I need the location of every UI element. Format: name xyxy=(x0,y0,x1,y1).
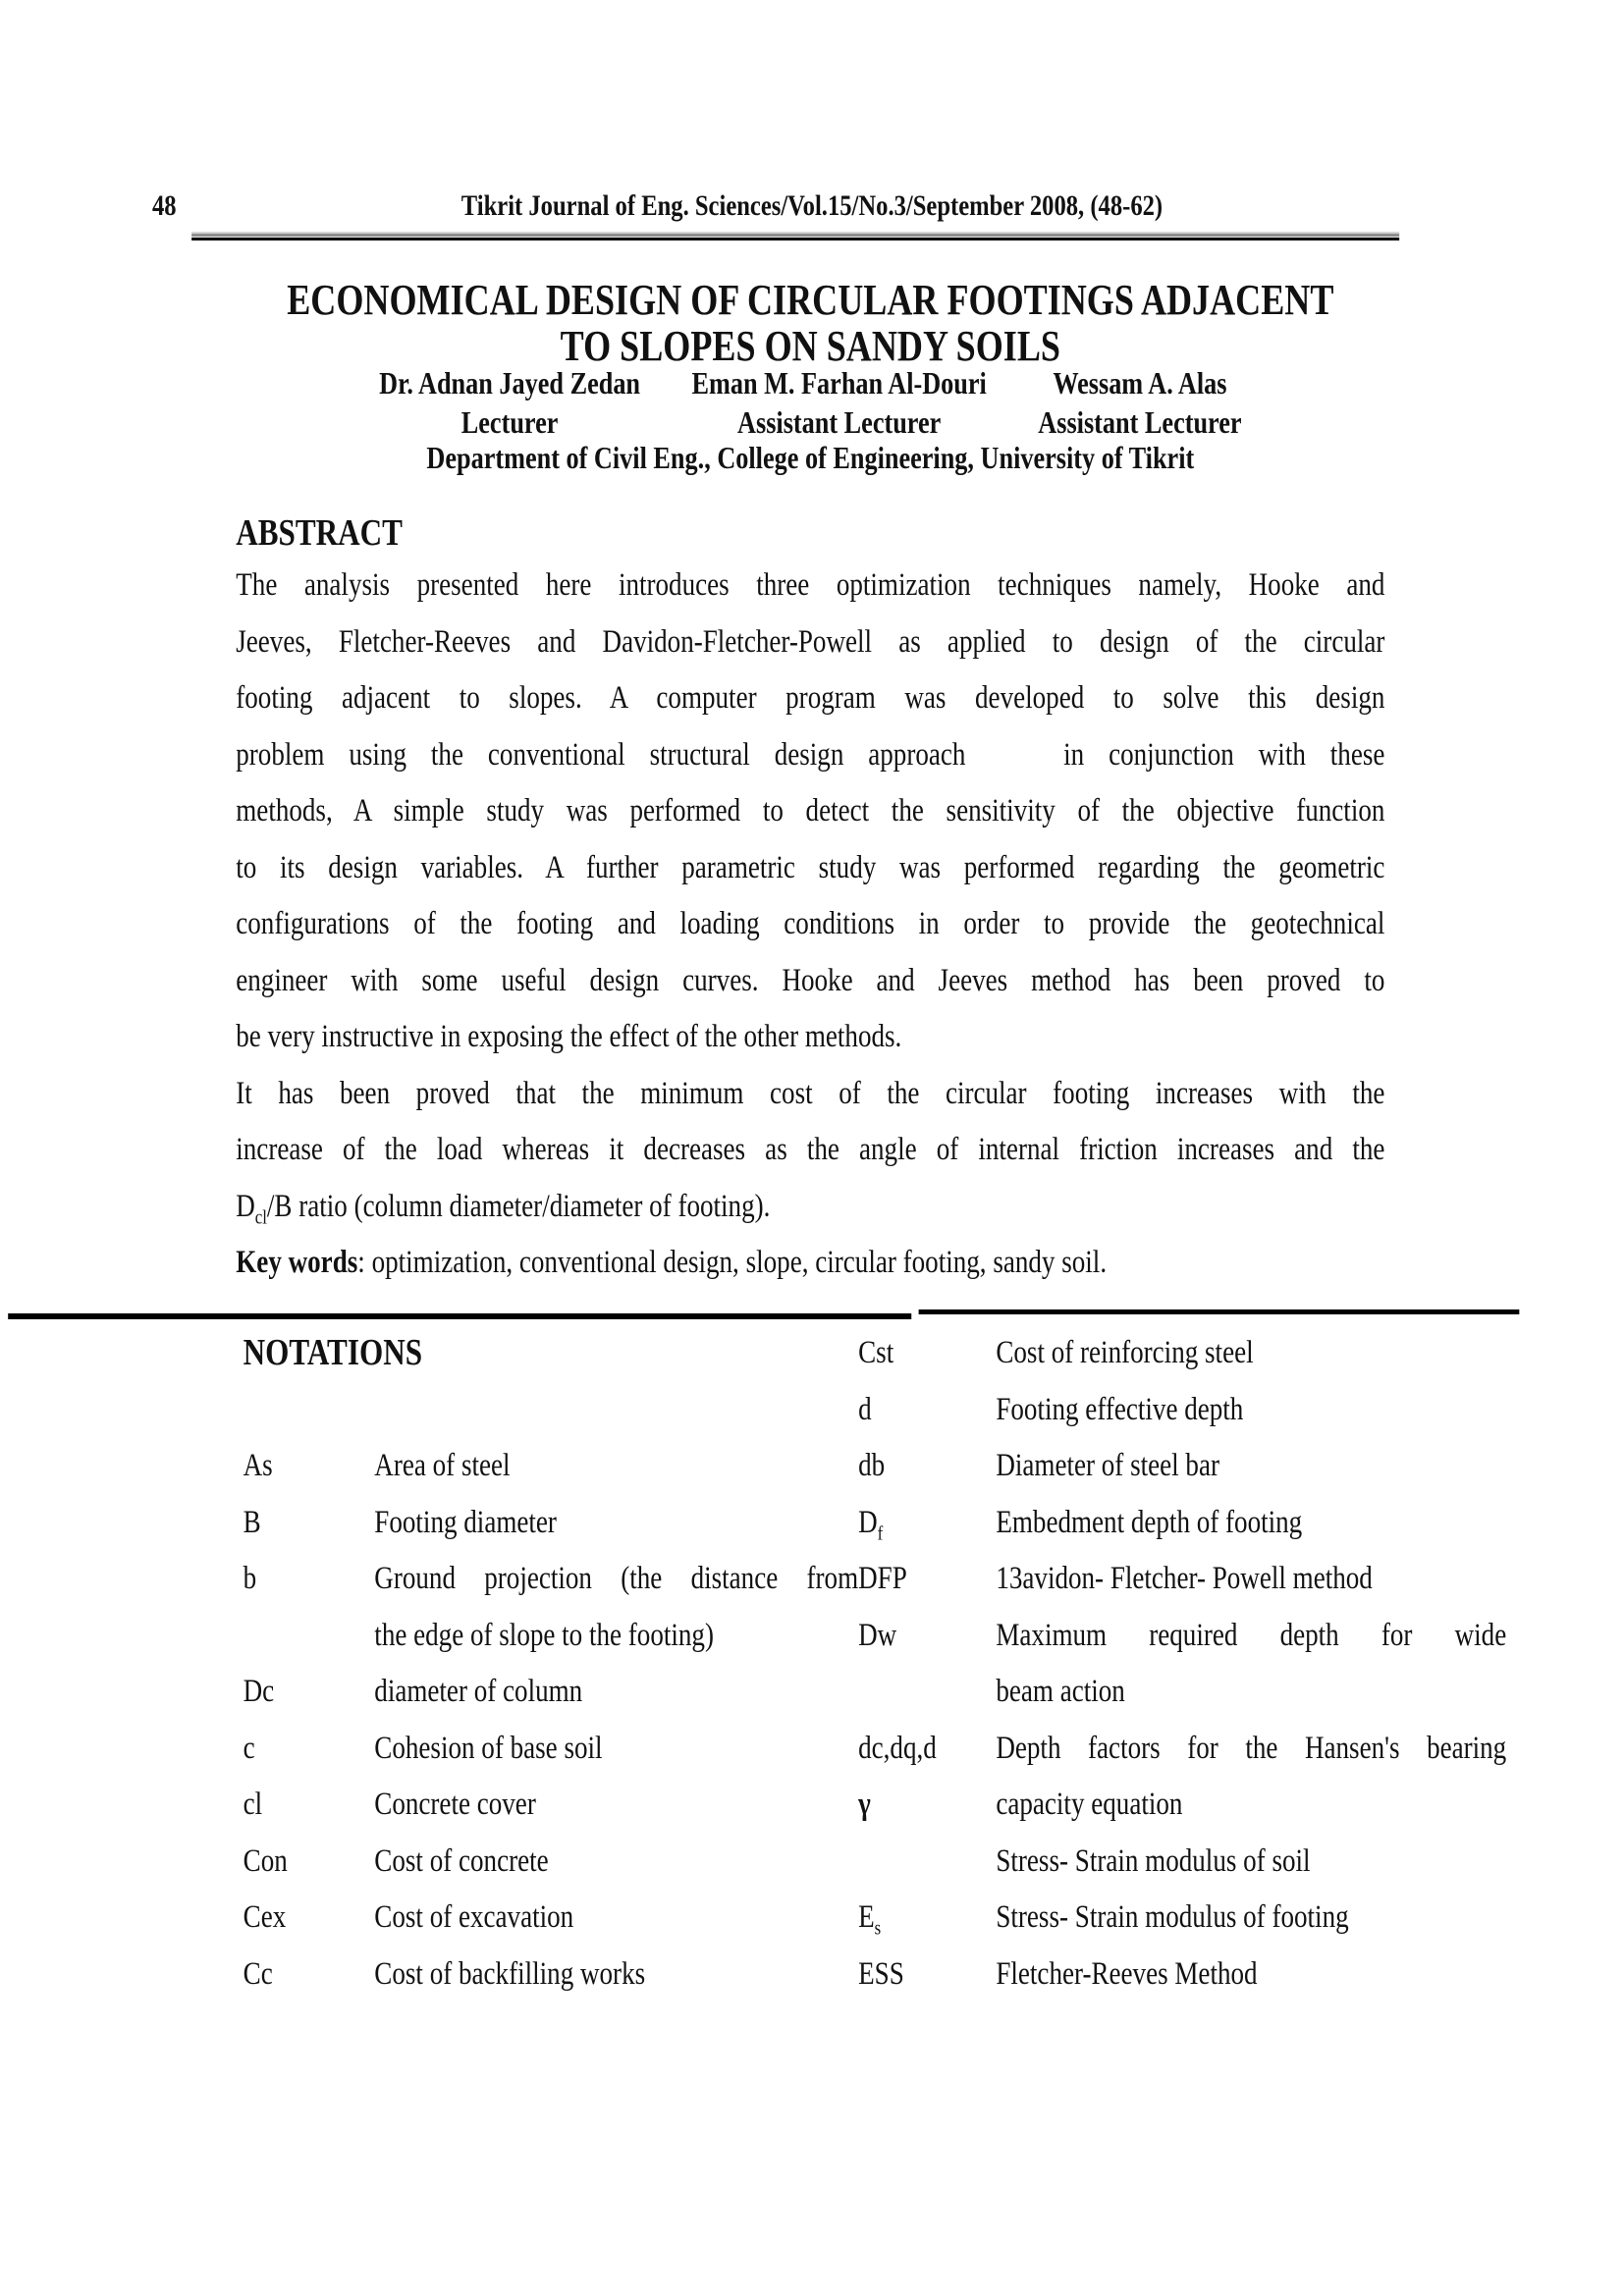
notation-symbol: NOTATIONS xyxy=(243,1332,423,1373)
notation-description: Depth factors for the Hansen's bearing xyxy=(996,1730,1507,1766)
author-role: Lecturer xyxy=(460,404,559,440)
paper-title xyxy=(236,277,1384,369)
abstract-line: be very instructive in exposing the effect of the other methods. xyxy=(236,1019,902,1054)
author-row xyxy=(236,363,1384,442)
abstract-paragraph-1 xyxy=(236,558,1384,1066)
notation-symbol: b xyxy=(243,1561,257,1596)
notation-description: Footing diameter xyxy=(374,1504,557,1540)
notation-description: beam action xyxy=(996,1674,1125,1709)
abstract-body xyxy=(236,558,1384,1292)
notation-symbol: $D_f$ xyxy=(858,1504,884,1545)
notation-symbol xyxy=(244,1608,375,1665)
notation-symbol: $E_s$ xyxy=(858,1899,882,1940)
notation-symbol: DFP xyxy=(858,1561,907,1596)
section-divider-right xyxy=(919,1309,1520,1314)
notation-symbol: cl xyxy=(243,1787,263,1822)
abstract-line: footing adjacent to slopes. A computer program was developed to solve this design xyxy=(236,680,1385,716)
notation-description: Fletcher-Reeves Method xyxy=(996,1955,1258,1992)
author-name: Wessam A. Alas xyxy=(1053,365,1227,400)
author-block xyxy=(1038,363,1241,442)
notation-symbol: Con xyxy=(243,1842,288,1879)
notation-symbol: As xyxy=(243,1448,273,1483)
notation-description: Cohesion of base soil xyxy=(374,1730,603,1766)
notation-description: Area of steel xyxy=(374,1448,511,1483)
notation-symbol xyxy=(244,1382,375,1439)
abstract-line: Jeeves, Fletcher-Reeves and Davidon-Fletcher-Powell as applied to design of the circular xyxy=(236,623,1385,660)
notation-symbol: Dw xyxy=(858,1617,897,1653)
page-number: 48 xyxy=(151,189,177,222)
section-divider-left xyxy=(8,1313,911,1319)
abstract-line: The analysis presented here introduces three optimization techniques namely, Hooke and xyxy=(236,567,1385,603)
keywords-line xyxy=(236,1235,1384,1292)
notation-description: Concrete cover xyxy=(374,1787,536,1822)
notations-table xyxy=(244,1325,1507,2002)
abstract-line: It has been proved that the minimum cost of the circular footing increases with the xyxy=(236,1075,1385,1111)
author-block xyxy=(692,363,987,442)
abstract-line: increase of the load whereas it decreases as the angle of internal friction increases and the xyxy=(236,1132,1385,1167)
author-name: Dr. Adnan Jayed Zedan xyxy=(379,365,641,400)
author-name: Eman M. Farhan Al-Douri xyxy=(691,365,987,400)
notation-description: Cost of reinforcing steel xyxy=(996,1335,1254,1370)
abstract-line: engineer with some useful design curves. Hooke and Jeeves method has been proved to xyxy=(236,962,1385,998)
notation-symbol: Cex xyxy=(243,1899,287,1935)
header-rule xyxy=(191,232,1399,240)
abstract-line: problem using the conventional structural design approach in conjunction with these xyxy=(236,736,1385,773)
notation-symbol: Dc xyxy=(243,1674,275,1709)
author-block xyxy=(379,363,640,442)
notation-description: capacity equation xyxy=(996,1787,1183,1822)
abstract-line: methods, A simple study was performed to detect the sensitivity of the objective function xyxy=(236,793,1385,828)
keywords-text: : optimization, conventional design, slope, circular footing, sandy soil. xyxy=(357,1245,1108,1280)
paper-title-line-2: TO SLOPES ON SANDY SOILS xyxy=(560,322,1060,370)
notation-description: Diameter of steel bar xyxy=(996,1448,1219,1483)
notation-symbol: B xyxy=(243,1504,261,1540)
notation-description: Stress- Strain modulus of footing xyxy=(996,1899,1349,1935)
notation-description: Maximum required depth for wide xyxy=(996,1617,1507,1653)
notation-description: 13avidon- Fletcher- Powell method xyxy=(996,1561,1373,1596)
notation-description: the edge of slope to the footing) xyxy=(374,1617,714,1653)
notation-symbol: Cc xyxy=(243,1955,273,1992)
author-role: Assistant Lecturer xyxy=(737,404,942,440)
notation-symbol: ESS xyxy=(858,1955,904,1992)
notation-description: Embedment depth of footing xyxy=(996,1504,1303,1540)
abstract-line: configurations of the footing and loading conditions in order to provide the geotechnical xyxy=(236,906,1385,941)
abstract-heading: ABSTRACT xyxy=(236,512,403,554)
abstract-line: to its design variables. A further parametric study was performed regarding the geometric xyxy=(236,849,1385,885)
notation-symbol xyxy=(858,1664,996,1721)
notation-symbol: d xyxy=(858,1391,872,1427)
notation-symbol: c xyxy=(243,1730,255,1766)
notation-description: Cost of excavation xyxy=(374,1899,574,1935)
paper-title-line-1: ECONOMICAL DESIGN OF CIRCULAR FOOTINGS ADJACENT xyxy=(287,276,1334,324)
notation-symbol xyxy=(858,1834,996,1891)
notation-symbol: γ xyxy=(858,1787,871,1822)
notation-description: Cost of backfilling works xyxy=(374,1955,646,1992)
affiliation: Department of Civil Eng., College of Engineering, University of Tikrit xyxy=(426,440,1195,475)
notation-description: Ground projection (the distance from xyxy=(374,1561,859,1596)
notation-description: Footing effective depth xyxy=(996,1391,1244,1427)
notation-symbol: Cst xyxy=(858,1335,894,1370)
abstract-line: $D_{cl}/B$ ratio (column diameter/diameter of footing). xyxy=(236,1188,771,1229)
notation-description: diameter of column xyxy=(374,1674,583,1709)
notation-description xyxy=(374,1325,858,1382)
abstract-paragraph-2 xyxy=(236,1066,1384,1236)
notation-symbol: dc,dq,d xyxy=(858,1730,937,1766)
notation-symbol: db xyxy=(858,1448,886,1483)
notation-description: Stress- Strain modulus of soil xyxy=(996,1842,1311,1879)
author-role: Assistant Lecturer xyxy=(1038,404,1242,440)
keywords-label: Key words xyxy=(236,1245,358,1280)
journal-running-header: Tikrit Journal of Eng. Sciences/Vol.15/No.3/September 2008, (48-62) xyxy=(460,189,1164,222)
notation-description: Cost of concrete xyxy=(374,1842,549,1879)
notation-description xyxy=(374,1382,858,1439)
